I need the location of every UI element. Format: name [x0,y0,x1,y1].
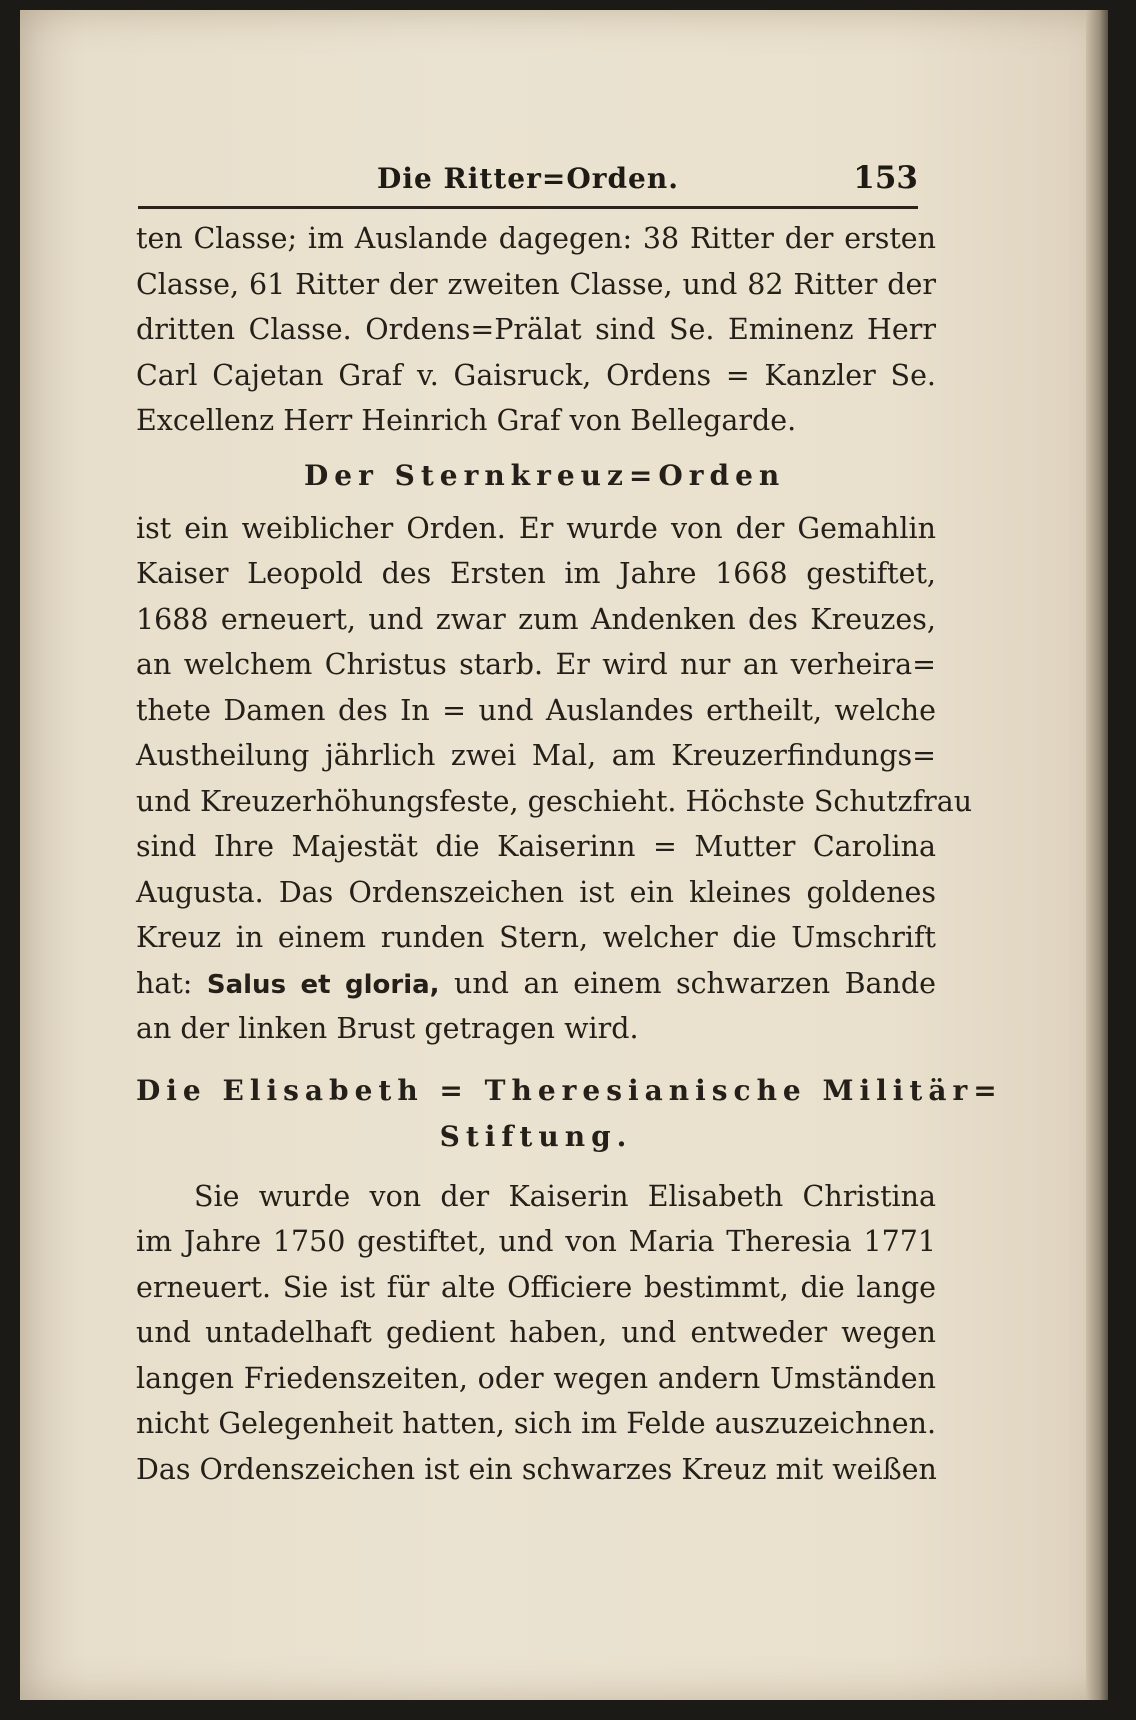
page-body [136,216,1003,1492]
text-line: im Jahre 1750 gestiftet, und von Maria Theresia 1771 [136,1225,936,1258]
text-line: ten Classe; im Auslande dagegen: 38 Ritter der ersten [136,222,936,255]
sternkreuz-paragraph [136,506,973,1052]
text-line: Augusta. Das Ordenszeichen ist ein kleines goldenes [136,875,936,909]
text-line: an welchem Christus starb. Er wird nur an verheira= [136,648,936,681]
book-page [20,10,1108,1700]
page-header [138,158,918,209]
running-title: Die Ritter=Orden. [377,162,679,195]
text-line: 1688 erneuert, und zwar zum Andenken des Kreuzes, [136,602,936,636]
text-line: nicht Gelegenheit hatten, sich im Felde auszuzeichnen. [136,1407,936,1440]
latin-motto: Salus et gloria, [206,969,440,1000]
text-line: dritten Classe. Ordens=Prälat sind Se. Eminenz Herr [136,313,936,346]
text-line: Excellenz Herr Heinrich Graf von Bellegarde. [136,404,797,437]
text-line: ist ein weiblicher Orden. Er wurde von der Gemahlin [136,511,936,545]
text-segment: hat: [136,966,207,1000]
text-line: Carl Cajetan Graf v. Gaisruck, Ordens = Kanzler Se. [136,358,936,392]
page-edge [1086,10,1108,1700]
text-line-with-latin [136,961,936,1007]
text-line: Kaiser Leopold des Ersten im Jahre 1668 gestiftet, [136,557,936,590]
text-line: Sie wurde von der Kaiserin Elisabeth Christina [194,1179,936,1213]
text-line: thete Damen des In = und Auslandes ertheilt, welche [136,693,936,727]
page-number: 153 [853,160,918,196]
section-heading-elisabeth-line1: Die Elisabeth = Theresianische Militär= [136,1073,1003,1107]
text-line: an der linken Brust getragen wird. [136,1012,639,1045]
text-segment: und an einem schwarzen Bande [439,966,936,1000]
text-line: Das Ordenszeichen ist ein schwarzes Kreuz mit weißen [136,1452,937,1486]
text-line: und untadelhaft gedient haben, und entweder wegen [136,1316,936,1349]
text-line: Austheilung jährlich zwei Mal, am Kreuzerfindungs= [136,739,936,772]
text-line: und Kreuzerhöhungsfeste, geschieht. Höchste Schutzfrau [136,784,973,818]
text-line: langen Friedenszeiten, oder wegen andern Umständen [136,1361,936,1395]
text-line: sind Ihre Majestät die Kaiserinn = Mutter Carolina [136,830,936,863]
elisabeth-paragraph [136,1174,936,1493]
text-line: Classe, 61 Ritter der zweiten Classe, und 82 Ritter der [136,267,936,301]
section-heading-elisabeth-line2: Stiftung. [439,1119,633,1153]
section-heading-sternkreuz: Der Sternkreuz=Orden [304,458,786,492]
text-line: Kreuz in einem runden Stern, welcher die Umschrift [136,921,936,954]
continuation-paragraph [136,216,936,444]
text-line: erneuert. Sie ist für alte Officiere bestimmt, die lange [136,1270,936,1304]
